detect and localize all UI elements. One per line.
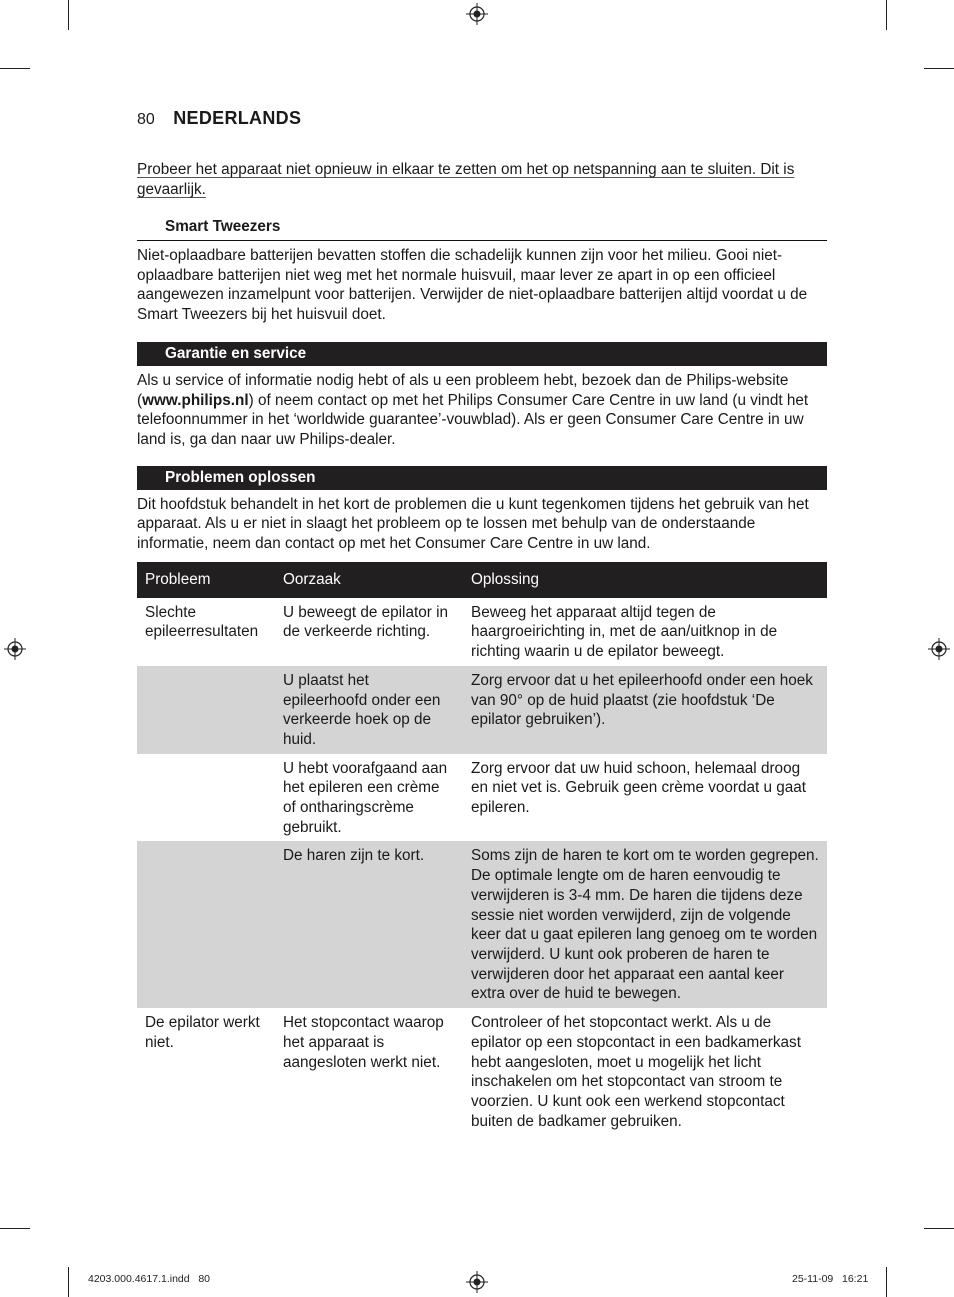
language-title: NEDERLANDS <box>173 108 302 128</box>
table-row <box>137 1008 827 1135</box>
solution-cell: Beweeg het apparaat altijd tegen de haargroeirichting in, met de aan/uitknop in de richting waarin u de epilator beweegt. <box>471 603 778 661</box>
problem-cell <box>137 754 275 842</box>
guarantee-text-after: ) of neem contact op met het Philips Consumer Care Centre in uw land (u vindt het telefoonnummer in het ‘worldwide guarantee’-vouwblad). Als er geen Consumer Care Centre in uw land is, ga dan naar uw Philips-dealer. <box>137 391 809 448</box>
crop-mark <box>886 1267 887 1297</box>
cause-cell: De haren zijn te kort. <box>275 841 463 1008</box>
cause-cell: U hebt voorafgaand aan het epileren een crème of ontharingscrème gebruikt. <box>283 759 448 836</box>
troubleshooting-heading: Problemen oplossen <box>137 466 827 490</box>
troubleshooting-intro: Dit hoofdstuk behandelt in het kort de problemen die u kunt tegenkomen tijdens het gebruik van het apparaat. Als u er niet in slaagt het probleem op te lossen met behulp van de onderstaande informatie, neem dan contact op met het Consumer Care Centre in uw land. <box>137 495 809 553</box>
footer-file-info: 4203.000.4617.1.indd 80 <box>88 1273 211 1285</box>
main-content <box>137 160 827 1135</box>
crop-mark <box>0 1228 30 1229</box>
smart-tweezers-text: Niet-oplaadbare batterijen bevatten stoffen die schadelijk kunnen zijn voor het milieu. Gooi niet-oplaadbare batterijen niet weg met het normale huisvuil, maar lever ze apart in op een officieel aangewezen inzamelpunt voor batterijen. Verwijder de niet-oplaadbare batterijen altijd voordat u de Smart Tweezers bij het huisvuil doet. <box>137 247 808 324</box>
cause-cell: U beweegt de epilator in de verkeerde richting. <box>283 603 448 641</box>
guarantee-text-before: Als u service of informatie nodig hebt of als u een probleem hebt, bezoek dan de Philips-website ( <box>137 371 789 409</box>
table-header-row <box>137 562 827 598</box>
crop-mark <box>0 68 30 69</box>
footer-date-time: 25-11-09 16:21 <box>792 1273 869 1285</box>
table-row <box>137 666 827 754</box>
problem-cell: De epilator werkt niet. <box>145 1014 260 1051</box>
table-row <box>137 841 827 1008</box>
crop-mark <box>68 0 69 30</box>
problem-cell <box>137 666 275 754</box>
crop-mark <box>68 1267 69 1297</box>
crop-mark <box>924 1228 954 1229</box>
registration-mark-icon <box>4 638 26 660</box>
solution-cell: Controleer of het stopcontact werkt. Als u de epilator op een stopcontact in een badkamerkast hebt aangesloten, moet u mogelijk het licht inschakelen om het stopcontact van stroom te voorzien. U kunt ook een werkend stopcontact buiten de badkamer gebruiken. <box>471 1014 801 1130</box>
registration-mark-icon <box>466 3 488 25</box>
registration-mark-icon <box>928 638 950 660</box>
column-header-cause: Oorzaak <box>275 562 463 598</box>
cause-cell: Het stopcontact waarop het apparaat is aangesloten werkt niet. <box>283 1014 444 1071</box>
troubleshooting-table <box>137 562 827 1136</box>
crop-mark <box>924 68 954 69</box>
page-header <box>137 108 301 129</box>
table-row <box>137 598 827 666</box>
registration-mark-icon <box>466 1271 488 1293</box>
guarantee-text <box>137 371 827 450</box>
column-header-problem: Probleem <box>137 562 275 598</box>
website-link[interactable]: www.philips.nl <box>142 391 249 409</box>
guarantee-heading: Garantie en service <box>137 342 827 366</box>
problem-cell <box>137 841 275 1008</box>
solution-cell: Zorg ervoor dat uw huid schoon, helemaal droog en niet vet is. Gebruik geen crème voordat u gaat epileren. <box>471 759 807 817</box>
table-row <box>137 754 827 842</box>
solution-cell: Zorg ervoor dat u het epileerhoofd onder een hoek van 90° op de huid plaatst (zie hoofdstuk ‘De epilator gebruiken’). <box>463 666 827 754</box>
problem-cell: Slechte epileerresultaten <box>145 603 259 641</box>
warning-text: Probeer het apparaat niet opnieuw in elkaar te zetten om het op netspanning aan te sluiten. Dit is gevaarlijk. <box>137 161 795 198</box>
cause-cell: U plaatst het epileerhoofd onder een verkeerde hoek op de huid. <box>275 666 463 754</box>
column-header-solution: Oplossing <box>463 562 827 598</box>
page-number: 80 <box>137 111 155 128</box>
smart-tweezers-heading: Smart Tweezers <box>137 217 827 241</box>
crop-mark <box>886 0 887 30</box>
solution-cell: Soms zijn de haren te kort om te worden gegrepen. De optimale lengte om de haren eenvoudig te verwijderen is 3-4 mm. De haren die tijdens deze sessie niet worden verwijderd, zijn de volgende keer dat u gaat epileren lang genoeg om te worden verwijderd. U kunt ook proberen de haren te verwijderen door het apparaat een aantal keer extra over de huid te bewegen. <box>463 841 827 1008</box>
